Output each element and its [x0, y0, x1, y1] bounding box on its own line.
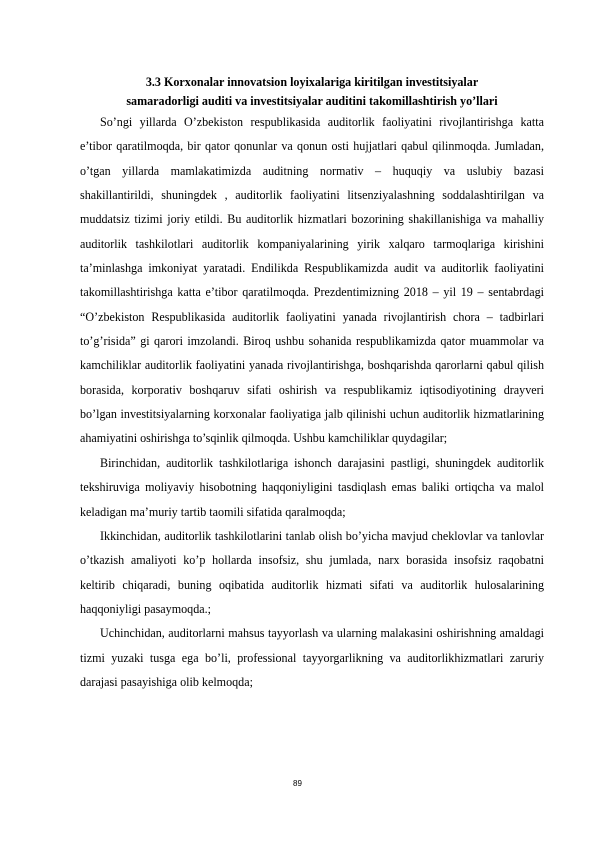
paragraph-intro: So’ngi yillarda O’zbekiston respublikasida auditorlik faoliyatini rivojlantirishga katta e’tibor qaratilmoqda, bir qator qonunlar va qonun osti hujjatlari qabul qilinmoqda. Jumladan, o’tgan yillarda mamlakatimizda auditning normativ – huquqiy va uslubiy bazasi shakillantirildi, shuningdek , auditorlik faoliyatini litsenziyalashning soddalashtirilgan va muddatsiz tizimi joriy etildi. Bu auditorlik hizmatlari bozorining shakillanishiga va mahalliy auditorlik tashkilotlari auditorlik kompaniyalarining yirik xalqaro tarmoqlariga kirishini ta’minlashga imkoniyat yaratadi. Endilikda Respublikamizda audit va auditorlik faoliyatini takomillashtirishga katta e’tibor qaratilmoqda. Prezdentimizning 2018 – yil 19 – sentabrdagi “O’zbekiston Respublikasida auditorlik faoliyatini yanada rivojlantirish chora – tadbirlari to’g’risida” gi qarori imzolandi. Biroq ushbu sohanida respublikamizda qator muammolar va kamchiliklar auditorlik faoliyatini yanada rivojlantirishga, boshqarishda qarorlarni qabul qilish borasida, korporativ boshqaruv sifati oshirish va respublikamiz iqtisodiyotining drayveri bo’lgan investitsiyalarning korxonalar faoliyatiga jalb qilinishi uchun auditorlik hizmatlarining ahamiyatini oshirishga to’sqinlik qilmoqda. Ushbu kamchiliklar quydagilar; [80, 115, 544, 446]
body-text [80, 110, 544, 694]
paragraph-second-issue: Ikkinchidan, auditorlik tashkilotlarini tanlab olish bo’yicha mavjud cheklovlar va tanlovlar o’tkazish amaliyoti ko’p hollarda insofsiz, shu jumlada, narx borasida insofsiz raqobatni keltirib chiqaradi, buning oqibatida auditorlik hizmati sifati va auditorlik hulosalarining haqqoniyligi pasaymoqda.; [80, 528, 544, 616]
section-heading-line-2: samaradorligi auditi va investitsiyalar auditini takomillashtirish yo’llari [126, 94, 498, 108]
section-heading-line-1: 3.3 Korxonalar innovatsion loyixalariga kiritilgan investitsiyalar [145, 75, 479, 89]
paragraph-third-issue: Uchinchidan, auditorlarni mahsus tayyorlash va ularning malakasini oshirishning amaldagi tizmi yuzaki tusga ega bo’li, professional tayyorgarlikning va auditorlikhizmatlari zaruriy darajasi pasayishiga olib kelmoqda; [80, 626, 544, 689]
paragraph-first-issue: Birinchidan, auditorlik tashkilotlariga ishonch darajasini pastligi, shuningdek auditorlik tekshiruviga moliyaviy hisobotning haqqoniyligini tasdiqlash emas baliki ortiqcha va malol keladigan ma’muriy tartib taomili sifatida qaralmoqda; [80, 455, 544, 519]
section-heading [80, 73, 544, 111]
page-number: 89 [293, 779, 302, 788]
